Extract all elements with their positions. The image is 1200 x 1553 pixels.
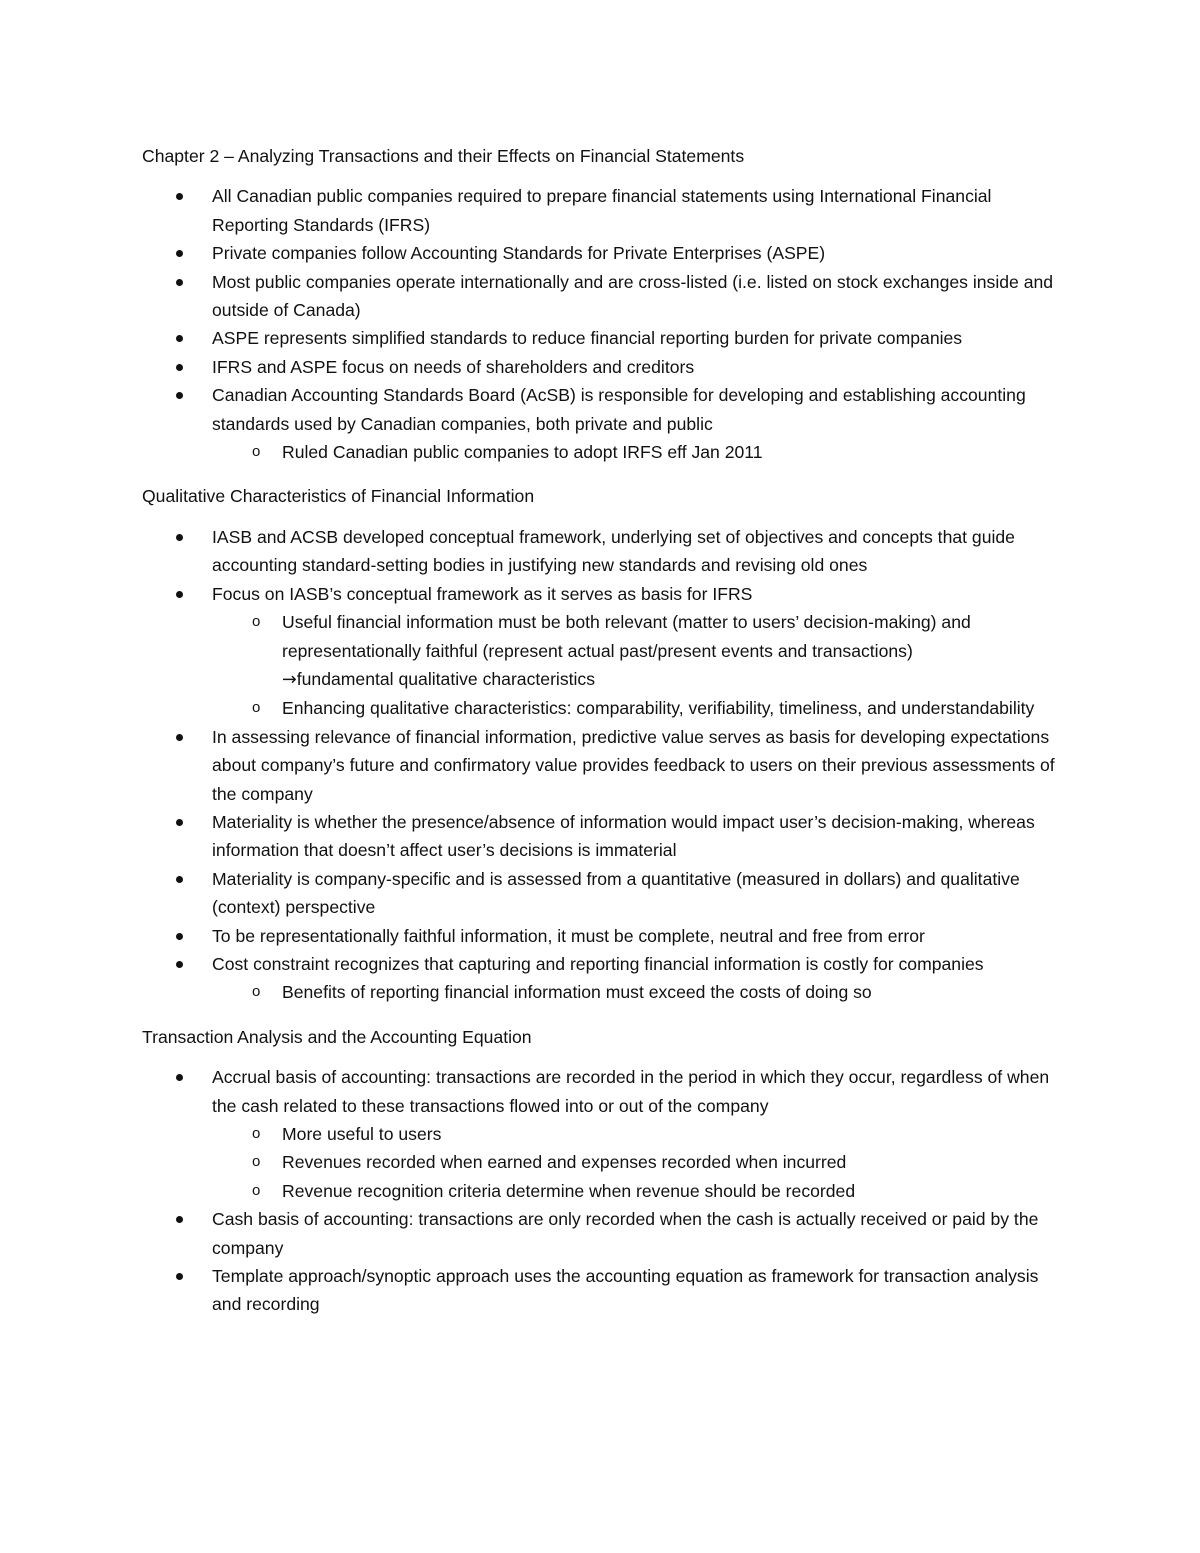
- list-item: ASPE represents simplified standards to reduce financial reporting burden for private companies: [142, 324, 1072, 352]
- sub-list-item: o Enhancing qualitative characteristics: comparability, verifiability, timeliness, and understandability: [212, 694, 1072, 722]
- sub-list: [212, 1120, 1072, 1205]
- sub-list-item-tail: fundamental qualitative characteristics: [296, 668, 596, 689]
- list-item-text: Accrual basis of accounting: transactions are recorded in the period in which they occur, regardless of when the cash related to these transactions flowed into or out of the company: [212, 1067, 1050, 1116]
- list-item: [142, 381, 1072, 466]
- section-heading: Qualitative Characteristics of Financial Information: [142, 486, 535, 507]
- sub-list-item: o More useful to users: [212, 1120, 1072, 1148]
- sub-list-item: o Benefits of reporting financial information must exceed the costs of doing so: [212, 978, 1072, 1006]
- sub-list-item-text: Useful financial information must be both relevant (matter to users’ decision-making) and representationally faithful (represent actual past/present events and transactions): [282, 612, 971, 661]
- list-item: In assessing relevance of financial information, predictive value serves as basis for developing expectations about company’s future and confirmatory value provides feedback to users on their previous assessments of the company: [142, 723, 1072, 808]
- list-item-text: Focus on IASB’s conceptual framework as it serves as basis for IFRS: [212, 583, 753, 604]
- list-item-text: Cost constraint recognizes that capturing and reporting financial information is costly for companies: [212, 953, 984, 974]
- sub-list: [212, 438, 1072, 466]
- list-item: IFRS and ASPE focus on needs of shareholders and creditors: [142, 353, 1072, 381]
- list-item: Most public companies operate internationally and are cross-listed (i.e. listed on stock exchanges inside and outside of Canada): [142, 268, 1072, 325]
- sub-list-item: [212, 608, 1072, 694]
- section-heading: Chapter 2 – Analyzing Transactions and their Effects on Financial Statements: [142, 146, 745, 166]
- list-item: To be representationally faithful information, it must be complete, neutral and free from error: [142, 922, 1072, 950]
- list-item: [142, 1063, 1072, 1205]
- bullet-list: [142, 1063, 1072, 1319]
- section-heading: Transaction Analysis and the Accounting Equation: [142, 1026, 532, 1047]
- sub-list: [212, 608, 1072, 723]
- list-item: Cash basis of accounting: transactions are only recorded when the cash is actually received or paid by the company: [142, 1205, 1072, 1262]
- section-chapter-2: [142, 142, 1072, 466]
- list-item-text: Canadian Accounting Standards Board (AcSB) is responsible for developing and establishing accounting standards used by Canadian companies, both private and public: [212, 385, 1026, 434]
- list-item: IASB and ACSB developed conceptual framework, underlying set of objectives and concepts that guide accounting standard-setting bodies in justifying new standards and revising old ones: [142, 523, 1072, 580]
- sub-list: [212, 978, 1072, 1006]
- list-item: Materiality is company-specific and is assessed from a quantitative (measured in dollars) and qualitative (context) perspective: [142, 865, 1072, 922]
- list-item: [142, 950, 1072, 1007]
- list-item: Template approach/synoptic approach uses the accounting equation as framework for transaction analysis and recording: [142, 1262, 1072, 1319]
- sub-list-item: o Revenue recognition criteria determine when revenue should be recorded: [212, 1177, 1072, 1205]
- bullet-list: [142, 523, 1072, 1007]
- document-body: [142, 142, 1072, 1335]
- arrow-right-icon: →: [282, 669, 297, 690]
- sub-list-item: o Ruled Canadian public companies to adopt IRFS eff Jan 2011: [212, 438, 1072, 466]
- list-item: Materiality is whether the presence/absence of information would impact user’s decision-making, whereas information that doesn’t affect user’s decisions is immaterial: [142, 808, 1072, 865]
- list-item: Private companies follow Accounting Standards for Private Enterprises (ASPE): [142, 239, 1072, 267]
- sub-list-item: o Revenues recorded when earned and expenses recorded when incurred: [212, 1148, 1072, 1176]
- list-item: [142, 580, 1072, 723]
- section-qualitative-characteristics: [142, 482, 1072, 1006]
- bullet-list: [142, 182, 1072, 466]
- section-transaction-analysis: [142, 1023, 1072, 1319]
- list-item: All Canadian public companies required to prepare financial statements using International Financial Reporting Standards (IFRS): [142, 182, 1072, 239]
